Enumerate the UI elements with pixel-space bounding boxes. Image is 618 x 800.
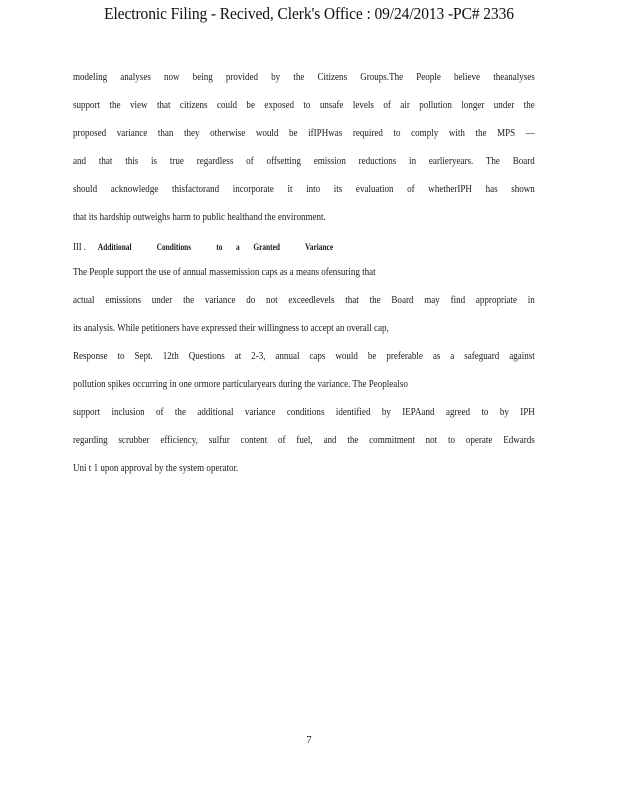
paragraph-2-line-4: Response to Sept. 12th Questions at 2-3, annual caps would be preferable as a safeguard against [73,351,535,362]
section-heading [73,242,356,253]
paragraph-1-line-2: support the view that citizens could be exposed to unsafe levels of air pollution longer under the [73,100,535,111]
paragraph-1-line-1: modeling analyses now being provided by the Citizens Groups.The People believe theanalyses [73,72,535,83]
section-word: Granted [253,242,280,252]
section-word: a [236,242,240,252]
filing-stamp-header: Electronic Filing - Recived, Clerk's Office : 09/24/2013 -PC# 2336 [104,4,514,23]
paragraph-2-line-3: its analysis. While petitioners have expressed their willingness to accept an overall cap, [73,323,389,334]
section-number: III . [73,242,86,253]
paragraph-1-line-4: and that this is true regardless of offsetting emission reductions in earlieryears. The Board [73,156,535,167]
section-word: Conditions [156,242,192,252]
paragraph-1-line-6: that its hardship outweighs harm to public healthand the environment. [73,212,326,223]
paragraph-2-line-1: The People support the use of annual massemission caps as a means ofensuring that [73,267,376,278]
paragraph-2-line-7: regarding scrubber efficiency, sulfur content of fuel, and the commitment not to operate Edwards [73,435,535,446]
paragraph-1-line-3: proposed variance than they otherwise would be ifIPHwas required to comply with the MPS — [73,128,535,139]
section-word: to [216,242,223,252]
page-number: 7 [306,734,312,746]
section-word: Variance [305,242,334,252]
paragraph-1-line-5: should acknowledge thisfactorand incorporate it into its evaluation of whetherIPH has shown [73,184,535,195]
paragraph-2-line-6: support inclusion of the additional variance conditions identified by IEPAand agreed to by IPH [73,407,535,418]
paragraph-2-line-8: Uni t 1 upon approval by the system operator. [73,463,239,474]
paragraph-2-line-5: pollution spikes occurring in one ormore particularyears during the variance. The Peoplealso [73,379,408,390]
paragraph-2-line-2: actual emissions under the variance do not exceedlevels that the Board may find appropriate in [73,295,535,306]
section-word: Additional [97,242,132,252]
